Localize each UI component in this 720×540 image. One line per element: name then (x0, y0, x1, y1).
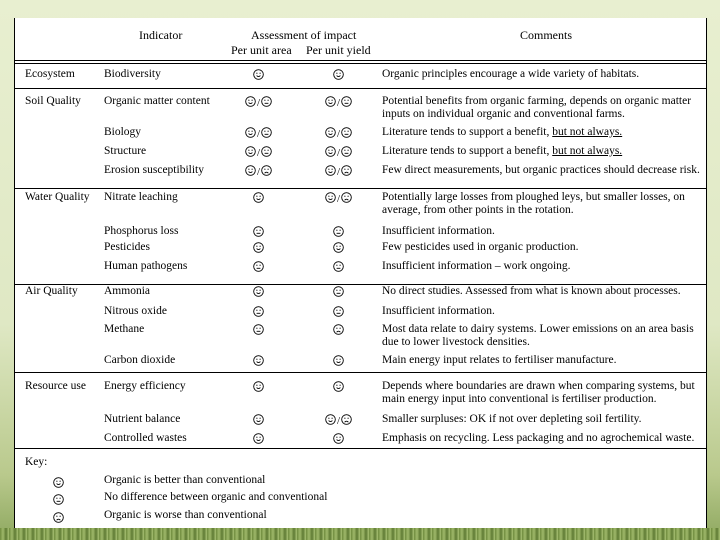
smiley-face-icon (253, 433, 264, 447)
neutral-face-icon (341, 96, 352, 110)
header-comments: Comments (520, 28, 573, 42)
grass-border (0, 528, 720, 540)
section-rule (15, 88, 706, 89)
frowning-face-icon (261, 165, 272, 179)
frowning-face-icon (333, 324, 344, 338)
row-comment: Literature tends to support a benefit, but not always. (382, 145, 623, 157)
neutral-face-icon (333, 306, 344, 320)
row-comment: No direct studies. Assessed from what is known about processes. (382, 285, 681, 297)
separator: / (337, 166, 341, 178)
row-indicator: Structure (104, 145, 147, 157)
row-indicator: Organic matter content (104, 95, 210, 107)
assessment-icons (333, 433, 344, 447)
assessment-icons (333, 381, 344, 395)
row-category: Soil Quality (25, 95, 81, 107)
smiley-face-icon (245, 146, 256, 160)
row-comment: due to lower livestock densities. (382, 336, 530, 348)
row-comment: Potential benefits from organic farming, depends on organic matter (382, 95, 692, 107)
row-comment: Few direct measurements, but organic practices should decrease risk. (382, 164, 700, 176)
smiley-face-icon (333, 355, 344, 369)
smiley-face-icon (333, 242, 344, 256)
row-indicator: Human pathogens (104, 260, 188, 272)
frowning-face-icon (341, 414, 352, 428)
row-indicator: Nitrate leaching (104, 191, 178, 203)
row-comment: Main energy input relates to fertiliser manufacture. (382, 354, 617, 366)
row-indicator: Nutrient balance (104, 413, 181, 425)
smiley-face-icon (325, 414, 336, 428)
neutral-face-icon (253, 226, 264, 240)
row-indicator: Carbon dioxide (104, 354, 176, 366)
neutral-face-icon (261, 146, 272, 160)
smiley-face-icon (325, 146, 336, 160)
assessment-icons (325, 192, 352, 206)
row-comment: Most data relate to dairy systems. Lower emissions on an area basis (382, 323, 694, 335)
row-comment: Emphasis on recycling. Less packaging and no agrochemical waste. (382, 432, 695, 444)
separator: / (337, 193, 341, 205)
separator: / (257, 147, 261, 159)
comment-underlined: but not always. (552, 145, 623, 157)
separator: / (337, 147, 341, 159)
header-rule-top (15, 60, 706, 61)
smiley-face-icon (253, 355, 264, 369)
assessment-icons (245, 96, 272, 110)
row-comment: Insufficient information. (382, 225, 495, 237)
key-label: Organic is better than conventional (104, 474, 266, 486)
assessment-icons (325, 127, 352, 141)
row-comment: main energy input into conventional is fertiliser production. (382, 393, 657, 405)
assessment-icons (245, 127, 272, 141)
assessment-icons (253, 286, 264, 300)
assessment-icons (325, 96, 352, 110)
section-rule (15, 284, 706, 285)
assessment-icons (253, 433, 264, 447)
header-assessment: Assessment of impact (251, 28, 357, 42)
assessment-icons (253, 324, 264, 338)
assessment-icons (253, 261, 264, 275)
smiley-face-icon (245, 96, 256, 110)
assessment-icons (245, 165, 272, 179)
row-comment: Organic principles encourage a wide variety of habitats. (382, 68, 640, 80)
smiley-face-icon (245, 165, 256, 179)
section-rule (15, 188, 706, 189)
smiley-face-icon (253, 381, 264, 395)
header-indicator: Indicator (139, 28, 183, 42)
assessment-icons (325, 414, 352, 428)
separator: / (337, 97, 341, 109)
row-comment: inputs on individual organic and conventional farms. (382, 108, 625, 120)
frowning-face-icon (341, 192, 352, 206)
neutral-face-icon (333, 226, 344, 240)
assessment-icons (253, 355, 264, 369)
row-indicator: Phosphorus loss (104, 225, 179, 237)
row-indicator: Energy efficiency (104, 380, 186, 392)
row-indicator: Biodiversity (104, 68, 161, 80)
smiley-face-icon (253, 414, 264, 428)
assessment-icons (253, 381, 264, 395)
row-indicator: Biology (104, 126, 142, 138)
assessment-icons (333, 306, 344, 320)
separator: / (257, 128, 261, 140)
smiley-face-icon (325, 192, 336, 206)
row-comment: Literature tends to support a benefit, but not always. (382, 126, 623, 138)
assessment-icons (253, 414, 264, 428)
assessment-icons (325, 146, 352, 160)
smiley-face-icon (245, 127, 256, 141)
assessment-icons (333, 242, 344, 256)
separator: / (257, 166, 261, 178)
smiley-face-icon (253, 192, 264, 206)
neutral-face-icon (261, 96, 272, 110)
section-rule (15, 372, 706, 373)
row-comment: Insufficient information – work ongoing. (382, 260, 571, 272)
row-category: Ecosystem (25, 68, 75, 80)
neutral-face-icon (253, 324, 264, 338)
row-comment: Depends where boundaries are drawn when comparing systems, but (382, 380, 695, 392)
frowning-face-icon (341, 165, 352, 179)
row-comment: average, from other points in the rotation. (382, 204, 574, 216)
neutral-face-icon (261, 127, 272, 141)
smiley-face-icon (333, 381, 344, 395)
row-indicator: Ammonia (104, 285, 150, 297)
comment-underlined: but not always. (552, 126, 623, 138)
row-indicator: Nitrous oxide (104, 305, 167, 317)
assessment-icons (333, 69, 344, 83)
neutral-face-icon (253, 306, 264, 320)
smiley-face-icon (253, 286, 264, 300)
row-indicator: Erosion susceptibility (104, 164, 204, 176)
neutral-face-icon (53, 492, 64, 510)
separator: / (337, 415, 341, 427)
smiley-face-icon (253, 242, 264, 256)
neutral-face-icon (333, 286, 344, 300)
key-label: No difference between organic and conventional (104, 491, 328, 503)
neutral-face-icon (341, 146, 352, 160)
smiley-face-icon (333, 69, 344, 83)
neutral-face-icon (333, 261, 344, 275)
assessment-icons (333, 261, 344, 275)
assessment-icons (253, 306, 264, 320)
row-category: Resource use (25, 380, 86, 392)
row-comment: Few pesticides used in organic production. (382, 241, 579, 253)
separator: / (337, 128, 341, 140)
impact-table-sheet (14, 18, 707, 528)
assessment-icons (333, 355, 344, 369)
assessment-icons (253, 69, 264, 83)
separator: / (257, 97, 261, 109)
assessment-icons (253, 242, 264, 256)
section-rule (15, 448, 706, 449)
assessment-icons (325, 165, 352, 179)
smiley-face-icon (325, 96, 336, 110)
assessment-icons (253, 192, 264, 206)
row-indicator: Controlled wastes (104, 432, 187, 444)
smiley-face-icon (325, 127, 336, 141)
row-category: Air Quality (25, 285, 78, 297)
header-rule-bottom (15, 63, 706, 64)
smiley-face-icon (325, 165, 336, 179)
key-title: Key: (25, 456, 48, 468)
smiley-face-icon (53, 475, 64, 493)
header-per-unit-yield: Per unit yield (306, 43, 371, 57)
assessment-icons (333, 286, 344, 300)
neutral-face-icon (253, 261, 264, 275)
assessment-icons (333, 226, 344, 240)
frowning-face-icon (53, 510, 64, 528)
assessment-icons (333, 324, 344, 338)
assessment-icons (245, 146, 272, 160)
key-label: Organic is worse than conventional (104, 509, 267, 521)
smiley-face-icon (333, 433, 344, 447)
row-comment: Insufficient information. (382, 305, 495, 317)
row-comment: Smaller surpluses: OK if not over depleting soil fertility. (382, 413, 642, 425)
smiley-face-icon (253, 69, 264, 83)
neutral-face-icon (341, 127, 352, 141)
assessment-icons (253, 226, 264, 240)
header-per-unit-area: Per unit area (231, 43, 292, 57)
row-category: Water Quality (25, 191, 90, 203)
row-indicator: Methane (104, 323, 145, 335)
row-comment: Potentially large losses from ploughed leys, but smaller losses, on (382, 191, 685, 203)
row-indicator: Pesticides (104, 241, 150, 253)
